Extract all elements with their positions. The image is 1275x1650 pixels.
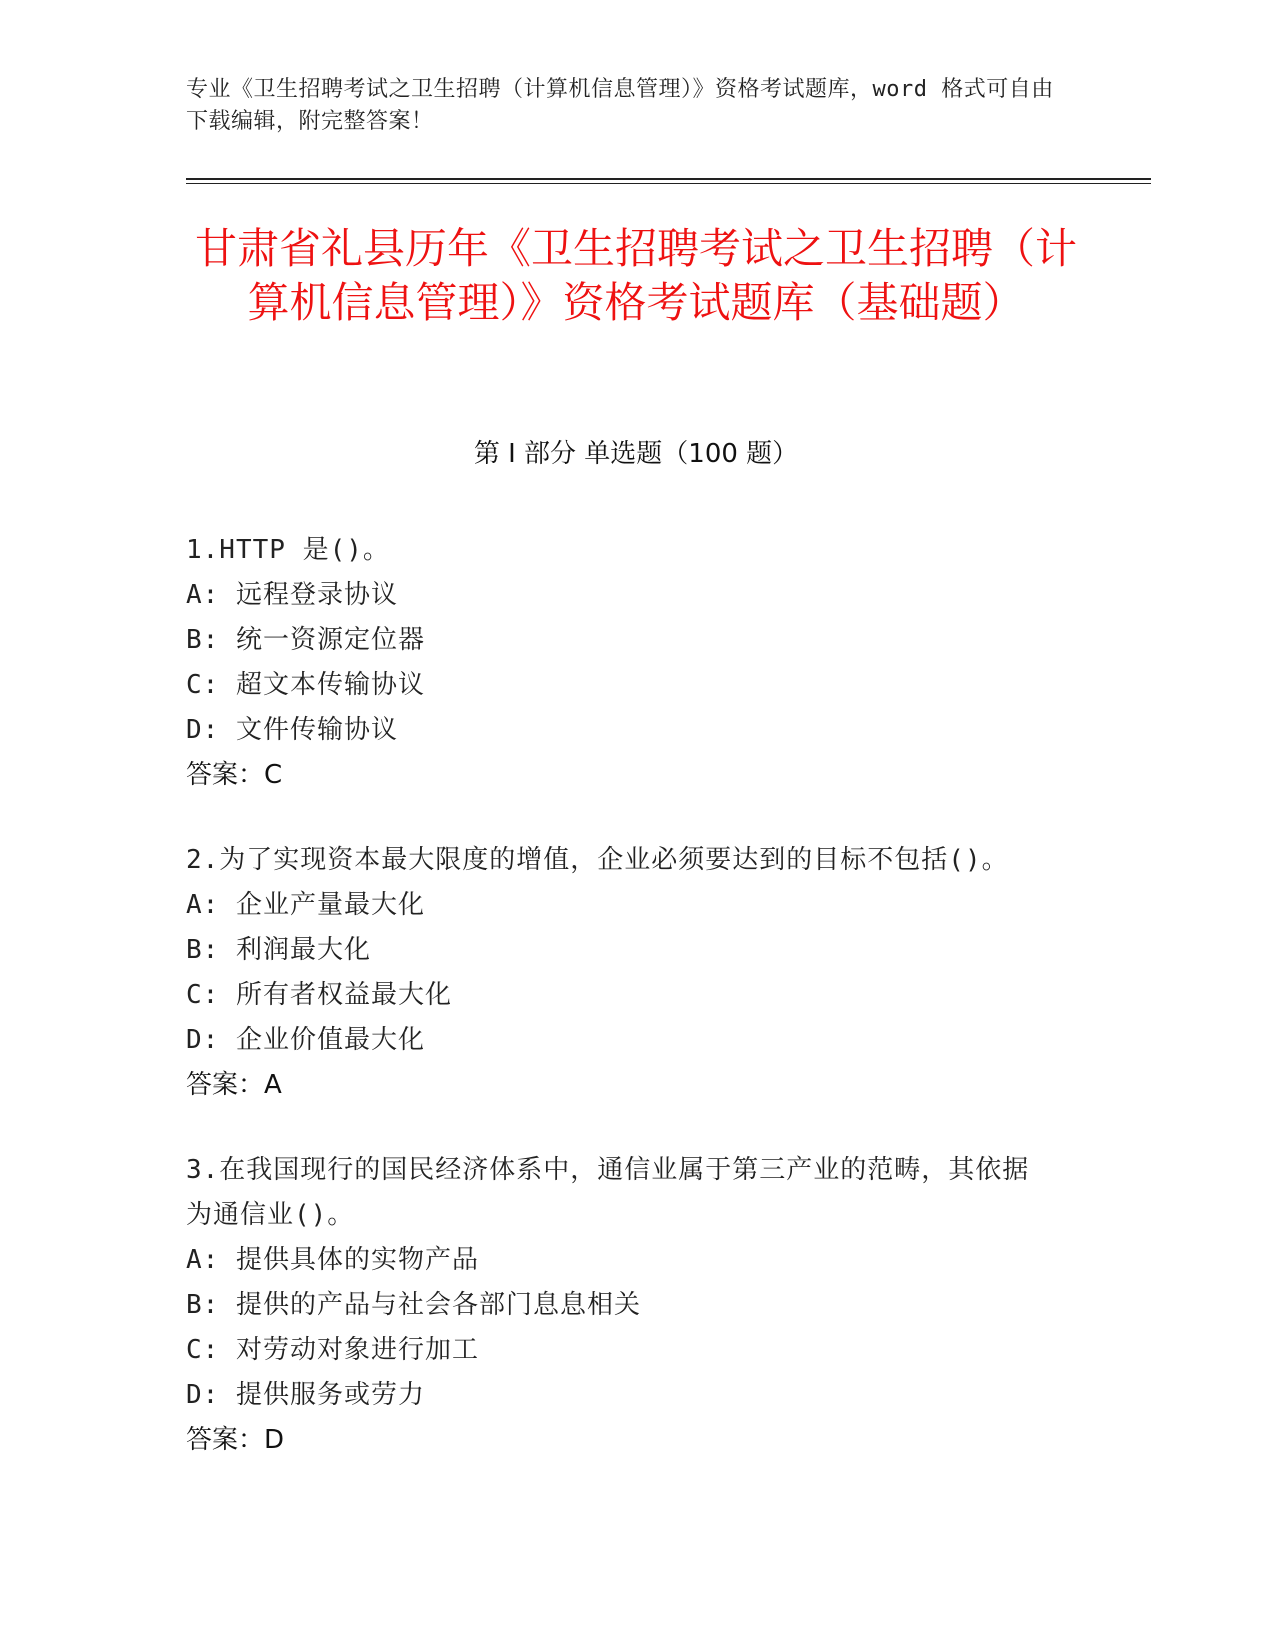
document-title: 甘肃省礼县历年《卫生招聘考试之卫生招聘（计算机信息管理）》资格考试题库（基础题）: [194, 224, 1077, 327]
option-b: B: 统一资源定位器: [186, 625, 425, 655]
question-list: [186, 528, 1066, 1503]
option-d: D: 文件传输协议: [186, 715, 398, 745]
answer: 答案：A: [186, 1070, 282, 1100]
header-note: 专业《卫生招聘考试之卫生招聘（计算机信息管理）》资格考试题库，word 格式可自由下载编辑，附完整答案！: [186, 77, 1054, 134]
section-title: 第 I 部分 单选题（100 题）: [473, 439, 799, 469]
option-c: C: 对劳动对象进行加工: [186, 1335, 479, 1365]
answer: 答案：D: [186, 1425, 285, 1455]
header-rule-thick: [186, 178, 1151, 180]
option-c: C: 所有者权益最大化: [186, 980, 452, 1010]
question-stem: 3.在我国现行的国民经济体系中，通信业属于第三产业的范畴，其依据为通信业()。: [186, 1155, 1030, 1230]
option-d: D: 提供服务或劳力: [186, 1380, 425, 1410]
option-d: D: 企业价值最大化: [186, 1025, 425, 1055]
question-3: [186, 1148, 1066, 1463]
option-c: C: 超文本传输协议: [186, 670, 425, 700]
answer: 答案：C: [186, 760, 283, 790]
question-stem: 2.为了实现资本最大限度的增值，企业必须要达到的目标不包括()。: [186, 845, 1009, 875]
header-rule-thin: [186, 183, 1151, 184]
question-stem: 1.HTTP 是()。: [186, 535, 390, 565]
question-1: [186, 528, 1066, 798]
option-a: A: 远程登录协议: [186, 580, 398, 610]
question-2: [186, 838, 1066, 1108]
option-a: A: 企业产量最大化: [186, 890, 425, 920]
option-b: B: 利润最大化: [186, 935, 371, 965]
option-b: B: 提供的产品与社会各部门息息相关: [186, 1290, 641, 1320]
option-a: A: 提供具体的实物产品: [186, 1245, 479, 1275]
